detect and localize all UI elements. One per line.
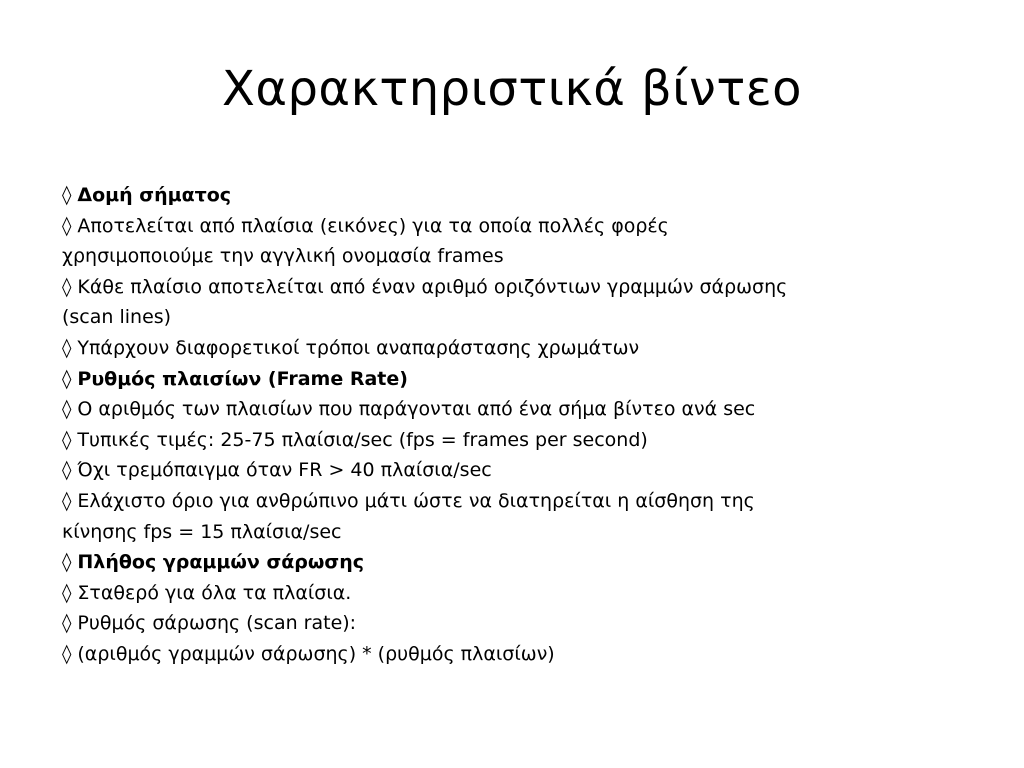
bullet-item <box>62 425 942 456</box>
line-text: Δομή σήματος <box>77 184 232 206</box>
diamond-bullet-icon: ◊ <box>62 184 72 206</box>
line-text: Πλήθος γραμμών σάρωσης <box>77 551 365 574</box>
line-text: Ελάχιστο όριο για ανθρώπινο μάτι ώστε να διατηρείται η αίσθηση της <box>77 489 755 512</box>
line-text: Υπάρχουν διαφορετικοί τρόποι αναπαράστασης χρωμάτων <box>77 336 640 359</box>
line-text: Σταθερό για όλα τα πλαίσια. <box>77 581 352 604</box>
bullet-continuation <box>62 241 942 272</box>
line-text: (scan lines) <box>62 306 172 329</box>
slide-body <box>62 180 942 670</box>
diamond-bullet-icon: ◊ <box>62 612 72 635</box>
diamond-bullet-icon: ◊ <box>62 489 72 512</box>
line-text: Αποτελείται από πλαίσια (εικόνες) για τα οποία πολλές φορές <box>77 214 669 237</box>
line-text: Κάθε πλαίσιο αποτελείται από έναν αριθμό οριζόντιων γραμμών σάρωσης <box>77 275 788 298</box>
diamond-bullet-icon: ◊ <box>62 642 72 665</box>
bullet-item <box>62 486 942 517</box>
diamond-bullet-icon: ◊ <box>62 275 72 298</box>
line-text: Όχι τρεμόπαιγμα όταν FR > 40 πλαίσια/sec <box>77 459 492 482</box>
line-text: Ρυθμός πλαισίων (Frame Rate) <box>77 367 408 390</box>
bullet-continuation <box>62 517 942 548</box>
line-text: Ο αριθμός των πλαισίων που παράγονται από ένα σήμα βίντεο ανά sec <box>77 398 756 421</box>
diamond-bullet-icon: ◊ <box>62 551 72 574</box>
bullet-item <box>62 211 942 242</box>
bullet-continuation <box>62 302 942 333</box>
bullet-item <box>62 608 942 639</box>
line-text: Ρυθμός σάρωσης (scan rate): <box>77 612 357 635</box>
section-heading <box>62 180 942 211</box>
bullet-item <box>62 578 942 609</box>
bullet-item <box>62 455 942 486</box>
diamond-bullet-icon: ◊ <box>62 459 72 482</box>
diamond-bullet-icon: ◊ <box>62 581 72 604</box>
line-text: (αριθμός γραμμών σάρωσης) * (ρυθμός πλαισίων) <box>77 642 555 665</box>
bullet-item <box>62 639 942 670</box>
diamond-bullet-icon: ◊ <box>62 398 72 421</box>
diamond-bullet-icon: ◊ <box>62 367 72 390</box>
diamond-bullet-icon: ◊ <box>62 336 72 359</box>
section-heading <box>62 364 942 395</box>
section-heading <box>62 547 942 578</box>
line-text: χρησιμοποιούμε την αγγλική ονομασία frames <box>62 245 504 268</box>
line-text: Τυπικές τιμές: 25-75 πλαίσια/sec (fps = frames per second) <box>77 428 648 451</box>
diamond-bullet-icon: ◊ <box>62 428 72 451</box>
diamond-bullet-icon: ◊ <box>62 214 72 237</box>
line-text: κίνησης fps = 15 πλαίσια/sec <box>62 520 342 543</box>
slide-title: Χαρακτηριστικά βίντεο <box>221 61 803 117</box>
bullet-item <box>62 272 942 303</box>
bullet-item <box>62 333 942 364</box>
bullet-item <box>62 394 942 425</box>
